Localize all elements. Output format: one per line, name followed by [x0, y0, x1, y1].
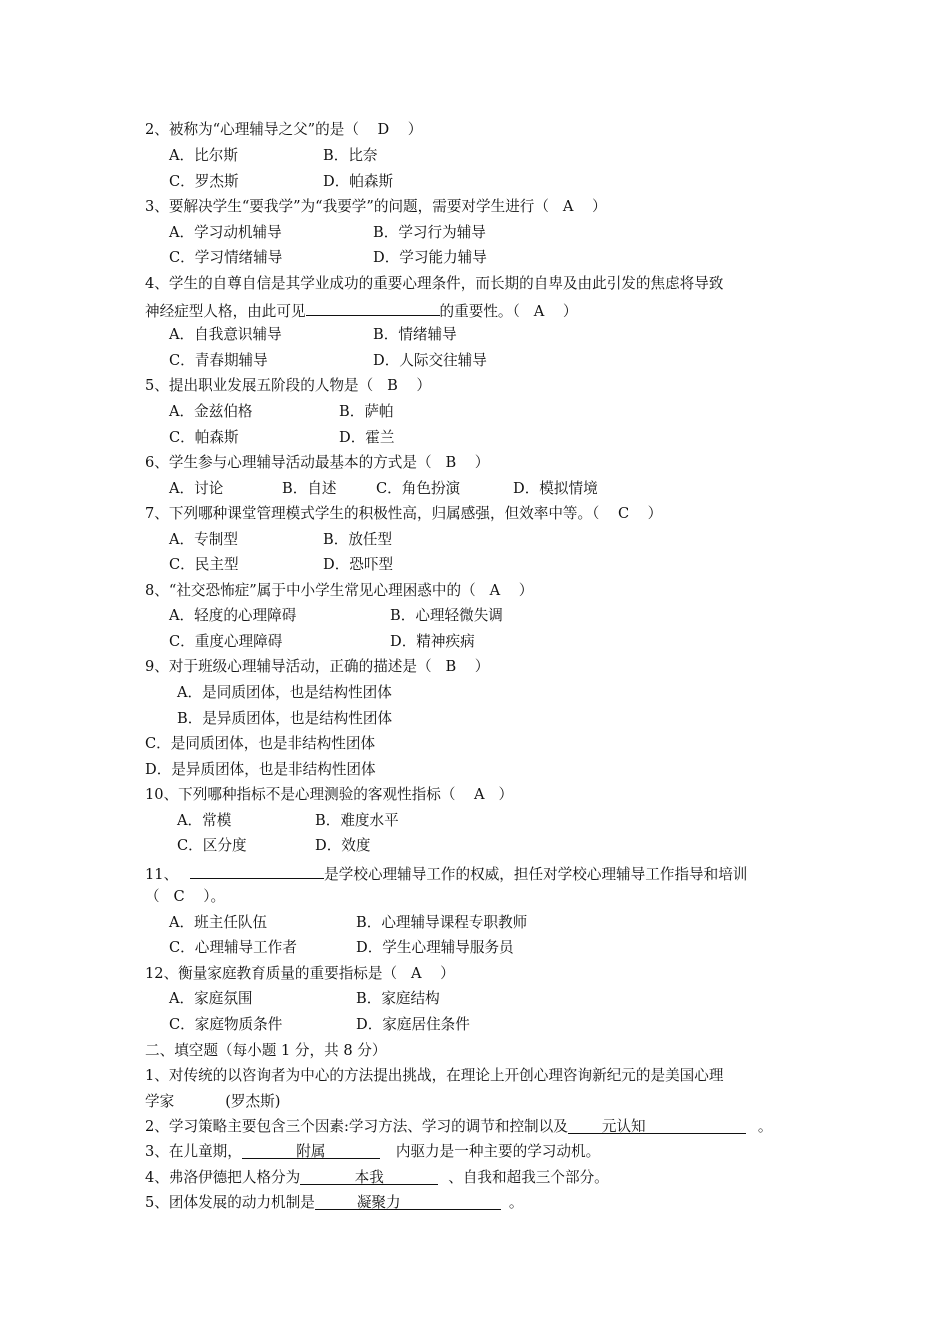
option-b: B．学习行为辅导: [373, 224, 486, 241]
question-2-stem: 2、被称为“心理辅导之父”的是（ D ）: [145, 121, 423, 138]
option-c: C．青春期辅导: [169, 352, 268, 369]
fill-blank: [306, 299, 440, 316]
question-8-stem: 8、“社交恐怖症”属于中小学生常见心理困惑中的（ A ）: [145, 582, 534, 599]
fill-3: [145, 1142, 600, 1162]
fill-4-prefix: 4、弗洛伊德把人格分为: [145, 1169, 301, 1186]
question-12-stem: 12、衡量家庭教育质量的重要指标是（ A ）: [145, 965, 455, 982]
fill-5: [145, 1193, 523, 1213]
option-d: D．帕森斯: [323, 173, 394, 190]
option-b: B．难度水平: [315, 812, 399, 829]
fill-blank: [568, 1117, 746, 1134]
option-d: D．家庭居住条件: [356, 1016, 470, 1033]
question-11-stem-line1: [145, 862, 747, 885]
option-a: A．家庭氛围: [169, 990, 253, 1007]
option-a: A．常模: [177, 812, 232, 829]
option-a: A．自我意识辅导: [169, 326, 282, 343]
option-a: A．比尔斯: [169, 147, 238, 164]
option-a: A．轻度的心理障碍: [169, 607, 297, 624]
option-b: B．自述: [282, 480, 337, 497]
question-10-stem: 10、下列哪种指标不是心理测验的客观性指标（ A ）: [145, 786, 514, 803]
fill-5-prefix: 5、团体发展的动力机制是: [145, 1194, 315, 1211]
option-b: B．比奈: [323, 147, 378, 164]
question-11-stem-text: 是学校心理辅导工作的权威，担任对学校心理辅导工作指导和培训: [324, 866, 748, 883]
section-heading: 二、填空题（每小题 1 分，共 8 分）: [145, 1042, 387, 1059]
option-a: A．是同质团体，也是结构性团体: [177, 684, 392, 701]
option-a: A．学习动机辅导: [169, 224, 282, 241]
option-c: C．罗杰斯: [169, 173, 239, 190]
option-c: C．区分度: [177, 837, 247, 854]
option-d: D．效度: [315, 837, 371, 854]
option-c: C．帕森斯: [169, 429, 239, 446]
fill-5-answer: 凝聚力: [356, 1194, 401, 1211]
fill-3-prefix: 3、在儿童期，: [145, 1143, 242, 1160]
fill-3-suffix: 内驱力是一种主要的学习动机。: [395, 1143, 601, 1160]
option-d: D．学习能力辅导: [373, 249, 487, 266]
option-a: A．金兹伯格: [169, 403, 253, 420]
option-a: A．班主任队伍: [169, 914, 268, 931]
option-b: B．家庭结构: [356, 990, 440, 1007]
fill-4: [145, 1168, 609, 1188]
option-a: A．专制型: [169, 531, 238, 548]
question-5-stem: 5、提出职业发展五阶段的人物是（ B ）: [145, 377, 431, 394]
option-b: B．放任型: [323, 531, 393, 548]
option-d: D．学生心理辅导服务员: [356, 939, 514, 956]
question-4-stem-suffix: 的重要性。（ A ）: [439, 303, 578, 320]
question-11-number: 11、: [145, 866, 179, 883]
fill-3-answer: 附属: [296, 1143, 326, 1160]
option-b: B．心理辅导课程专职教师: [356, 914, 528, 931]
option-d: D．人际交往辅导: [373, 352, 487, 369]
option-d: D．精神疾病: [390, 633, 475, 650]
fill-4-answer: 本我: [354, 1169, 384, 1186]
fill-2: [145, 1117, 772, 1137]
fill-blank: [300, 1168, 438, 1185]
option-c: C．心理辅导工作者: [169, 939, 297, 956]
option-d: D．恐吓型: [323, 556, 394, 573]
option-c: C．是同质团体，也是非结构性团体: [145, 735, 376, 752]
option-d: D．模拟情境: [513, 480, 598, 497]
question-7-stem: 7、下列哪种课堂管理模式学生的积极性高，归属感强，但效率中等。（ C ）: [145, 505, 663, 522]
option-c: C．民主型: [169, 556, 239, 573]
question-3-stem: 3、要解决学生“要我学”为“我要学”的问题，需要对学生进行（ A ）: [145, 198, 607, 215]
option-a: A．讨论: [169, 480, 224, 497]
option-c: C．重度心理障碍: [169, 633, 283, 650]
option-c: C．角色扮演: [376, 480, 461, 497]
fill-4-suffix: 、自我和超我三个部分。: [448, 1169, 609, 1186]
question-9-stem: 9、对于班级心理辅导活动，正确的描述是（ B ）: [145, 658, 490, 675]
fill-blank: [315, 1193, 501, 1210]
fill-1-line2: 学家 (罗杰斯): [145, 1093, 281, 1110]
fill-1-line1: 1、对传统的以咨询者为中心的方法提出挑战，在理论上开创心理咨询新纪元的是美国心理: [145, 1067, 724, 1084]
option-d: D．霍兰: [339, 429, 395, 446]
question-6-stem: 6、学生参与心理辅导活动最基本的方式是（ B ）: [145, 454, 490, 471]
fill-blank: [190, 862, 324, 879]
question-11-stem-line2: （ C ）。: [145, 888, 226, 905]
question-4-stem-line2: [145, 299, 577, 322]
fill-2-prefix: 2、学习策略主要包含三个因素:学习方法、学习的调节和控制以及: [145, 1118, 568, 1135]
option-c: C．家庭物质条件: [169, 1016, 283, 1033]
fill-2-suffix: 。: [757, 1118, 773, 1135]
option-c: C．学习情绪辅导: [169, 249, 283, 266]
option-d: D．是异质团体，也是非结构性团体: [145, 761, 376, 778]
option-b: B．心理轻微失调: [390, 607, 503, 624]
question-4-stem-line1: 4、学生的自尊自信是其学业成功的重要心理条件，而长期的自卑及由此引发的焦虑将导致: [145, 275, 724, 292]
fill-2-answer: 元认知: [601, 1118, 646, 1135]
option-b: B．萨帕: [339, 403, 394, 420]
question-4-stem-prefix: 神经症型人格，由此可见: [145, 303, 306, 320]
option-b: B．情绪辅导: [373, 326, 457, 343]
fill-5-suffix: 。: [508, 1194, 524, 1211]
option-b: B．是异质团体，也是结构性团体: [177, 710, 393, 727]
fill-blank: [242, 1142, 380, 1159]
